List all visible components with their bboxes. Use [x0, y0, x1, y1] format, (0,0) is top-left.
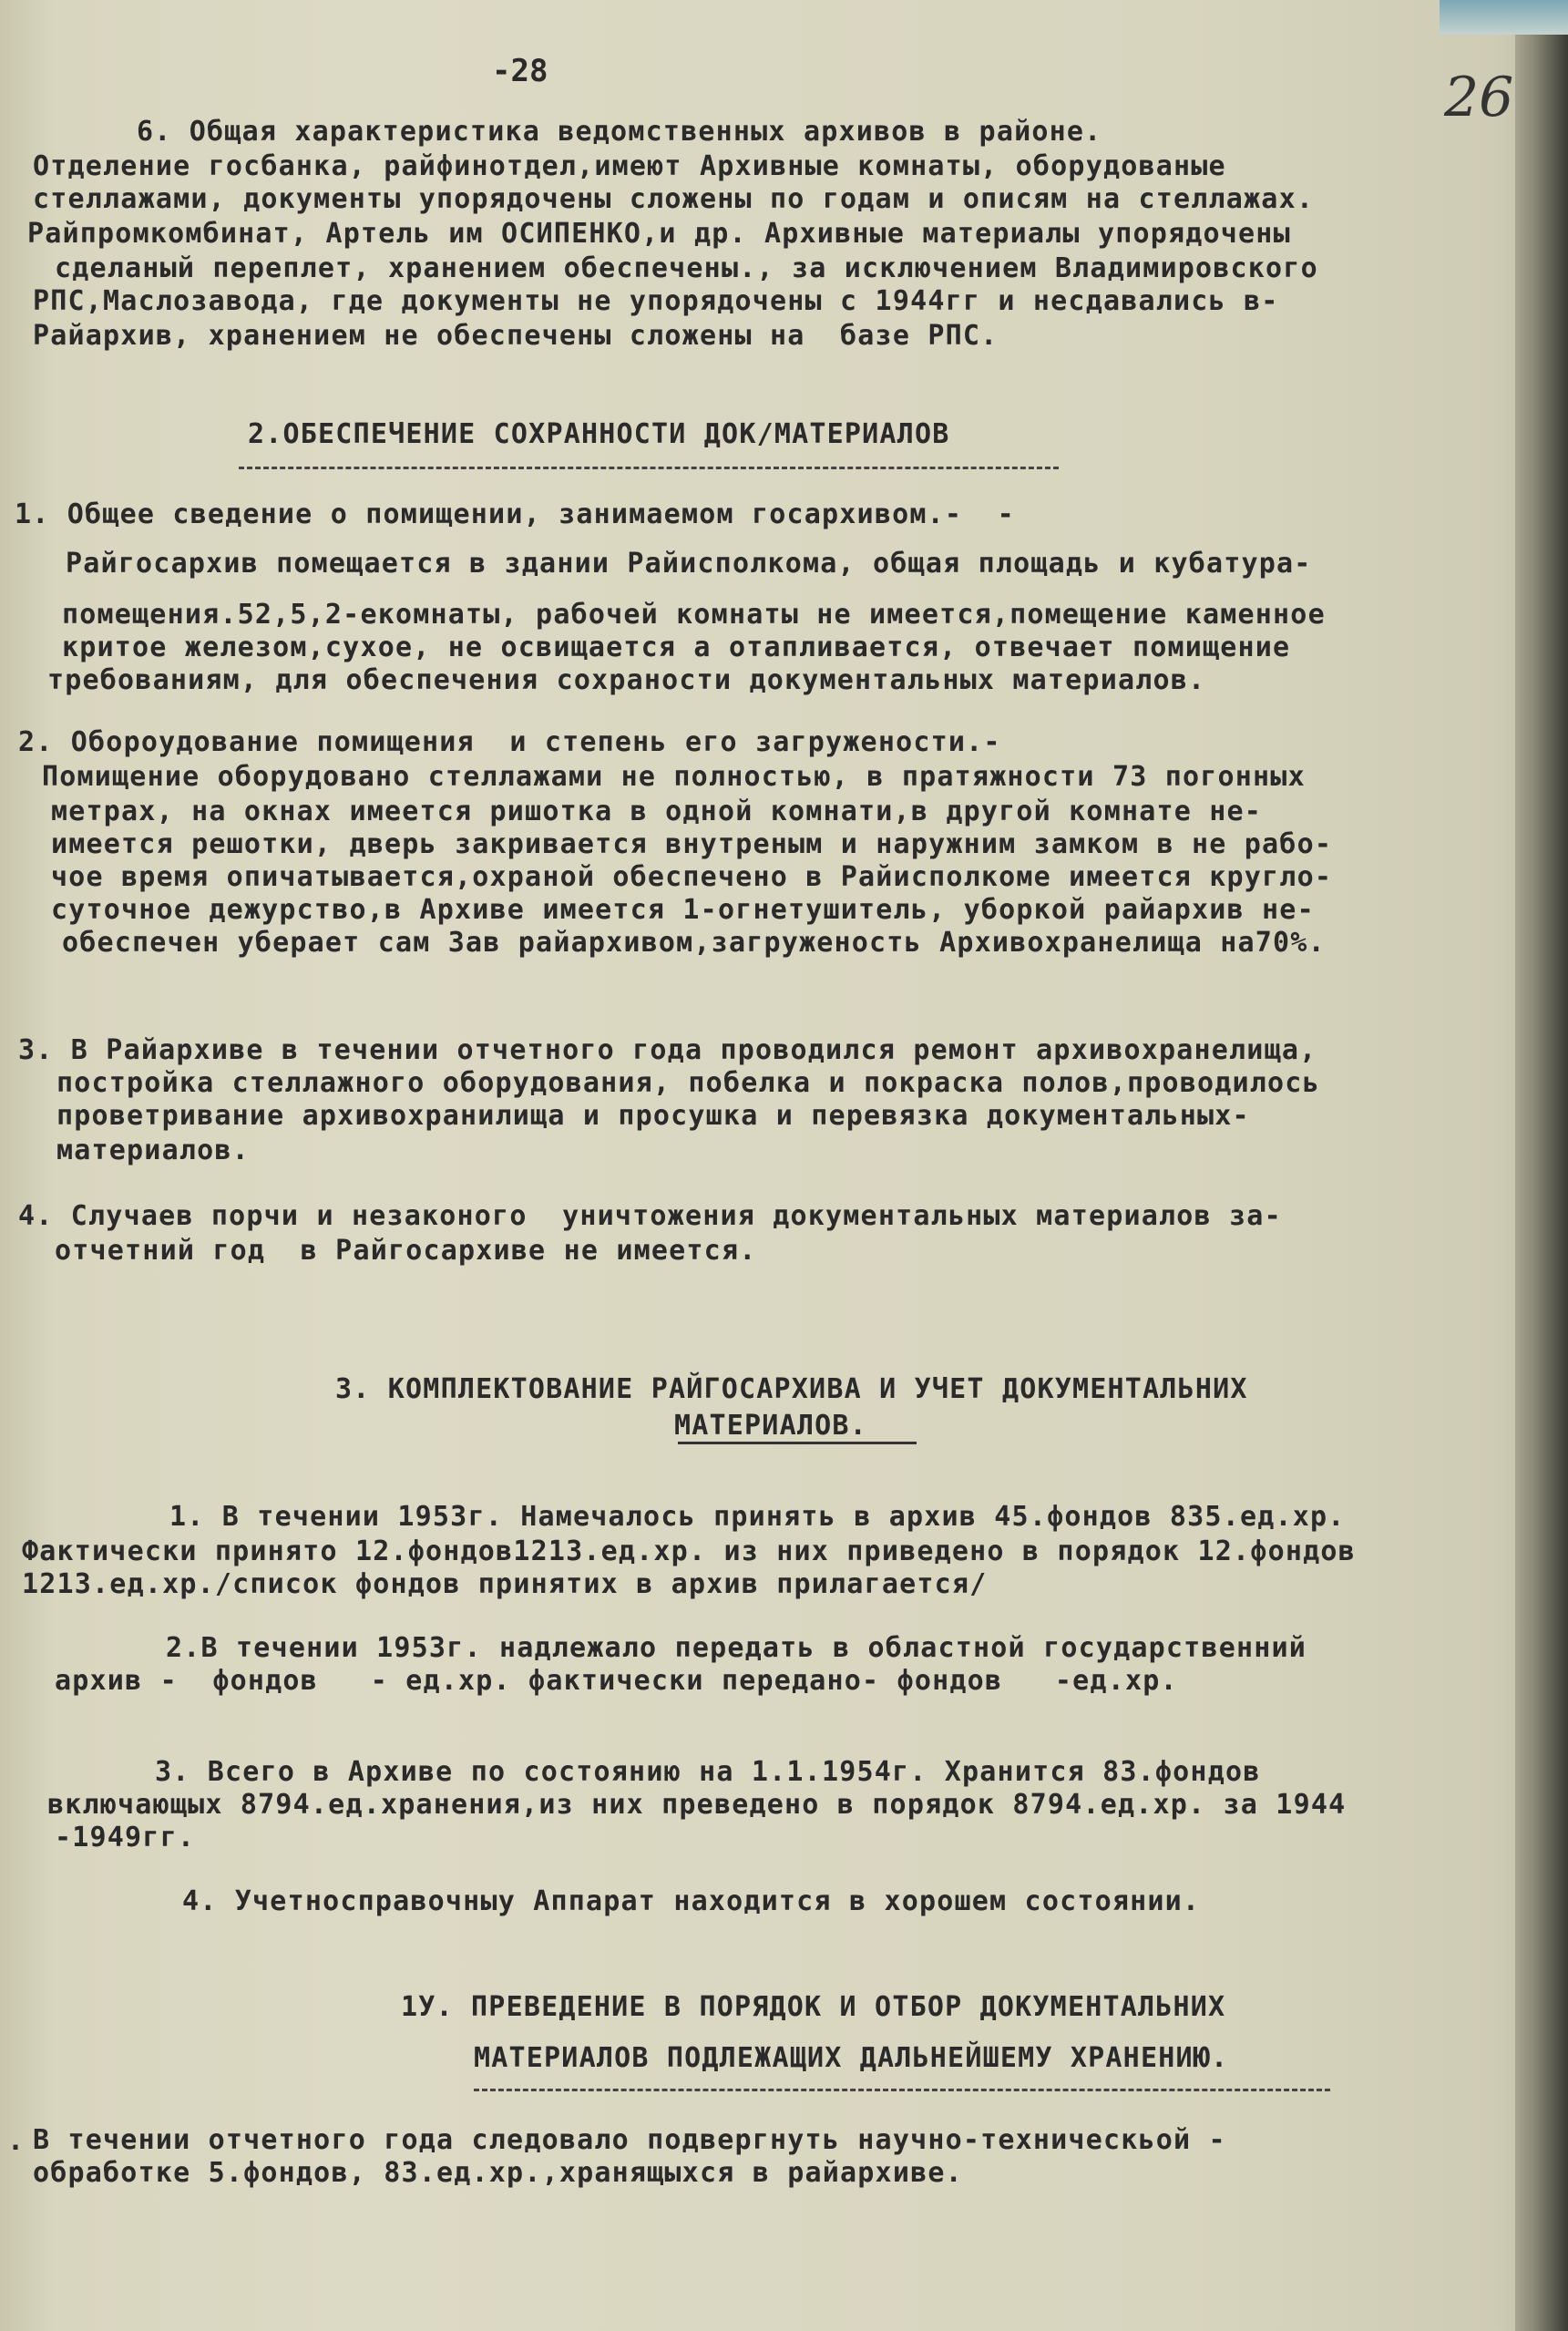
- section-heading: 2.ОБЕСПЕЧЕНИЕ СОХРАННОСТИ ДОК/МАТЕРИАЛОВ: [248, 418, 950, 450]
- section-heading: МАТЕРИАЛОВ.: [674, 1410, 867, 1442]
- text-line: 1. В течении 1953г. Намечалось принять в архив 45.фондов 835.ед.хр.: [169, 1501, 1346, 1533]
- heading-underline: [474, 2089, 1330, 2091]
- text-line: РПС,Маслозавода, где документы не упорядочены с 1944гг и несдавались в-: [33, 285, 1279, 317]
- page-edge-shadow: [1515, 0, 1568, 2331]
- heading-underline: [678, 1442, 917, 1444]
- text-line: включающых 8794.ед.хранения,из них преведено в порядок 8794.ед.хр. за 1944: [47, 1789, 1347, 1821]
- text-line: суточное дежурство,в Архиве имеется 1-огнетушитель, уборкой райархив не-: [51, 894, 1315, 926]
- folder-edge: [1440, 0, 1568, 35]
- text-line: сделаный переплет, хранением обеспечены., за исключением Владимировского: [55, 252, 1318, 284]
- text-line: Помищение оборудовано стеллажами не полностью, в пратяжности 73 погонных: [42, 761, 1306, 793]
- text-line: архив - фондов - ед.хр. фактически передано- фондов -ед.хр.: [55, 1665, 1178, 1697]
- text-line: Райархив, хранением не обеспечены сложены на базе РПС.: [33, 320, 999, 352]
- text-line: Райгосархив помещается в здании Райисполкома, общая площадь и кубатура-: [66, 548, 1312, 580]
- section-heading: 3. КОМПЛЕКТОВАНИЕ РАЙГОСАРХИВА И УЧЕТ ДОКУМЕНТАЛЬНИХ: [335, 1373, 1248, 1405]
- text-line: обработке 5.фондов, 83.ед.хр.,хранящыхся в райархиве.: [33, 2157, 963, 2189]
- text-line: помещения.52,5,2-екомнаты, рабочей комнаты не имеется,помещение каменное: [62, 599, 1326, 631]
- text-line: постройка стеллажного оборудования, побелка и покраска полов,проводилось: [56, 1067, 1320, 1099]
- text-line: 1. Общее сведение о помищении, занимаемом госархивом.- -: [15, 498, 1015, 530]
- text-line: требованиям, для обеспечения сохраности документальных материалов.: [47, 664, 1206, 696]
- handwritten-folio-number: 26: [1444, 66, 1514, 129]
- text-line: метрах, на окнах имеется ришотка в одной комнати,в другой комнате не-: [51, 796, 1263, 827]
- text-line: 2. Обороудование помищения и степень его загружености.-: [18, 726, 1001, 758]
- text-line: проветривание архивохранилища и просушка и перевязка документальных-: [56, 1100, 1250, 1132]
- text-line: Райпромкомбинат, Артель им ОСИПЕНКО,и др. Архивные материалы упорядочены: [27, 218, 1291, 250]
- text-line: 2.В течении 1953г. надлежало передать в областной государственний: [166, 1632, 1307, 1664]
- text-line: 6. Общая характеристика ведомственных архивов в районе.: [137, 116, 1102, 148]
- text-line: отчетний год в Райгосархиве не имеется.: [55, 1235, 757, 1267]
- bullet-mark: ·: [7, 2132, 25, 2164]
- text-line: чое время опичатывается,охраной обеспечено в Райисполкоме имеется кругло-: [51, 861, 1333, 893]
- section-heading: МАТЕРИАЛОВ ПОДЛЕЖАЩИХ ДАЛЬНЕЙШЕМУ ХРАНЕНИЮ.: [474, 2042, 1229, 2074]
- text-line: обеспечен уберает сам Зав райархивом,загруженость Архивохранелища на70%.: [62, 927, 1326, 959]
- text-line: критое железом,сухое, не освищается а отапливается, отвечает помищение: [62, 632, 1291, 663]
- text-line: Фактически принято 12.фондов1213.ед.хр. из них приведено в порядок 12.фондов: [22, 1535, 1356, 1567]
- text-line: 3. В Райархиве в течении отчетного года проводился ремонт архивохранелища,: [18, 1034, 1317, 1066]
- text-line: -1949гг.: [55, 1822, 196, 1854]
- text-line: 4. Случаев порчи и незаконого уничтожения документальных материалов за-: [18, 1200, 1282, 1232]
- section-heading: 1У. ПРЕВЕДЕНИЕ В ПОРЯДОК И ОТБОР ДОКУМЕНТАЛЬНИХ: [401, 1991, 1226, 2023]
- text-line: стеллажами, документы упорядочены сложены по годам и описям на стеллажах.: [33, 183, 1315, 215]
- text-line: 1213.ед.хр./список фондов принятих в архив прилагается/: [22, 1568, 988, 1600]
- text-line: В течении отчетного года следовало подвергнуть научно-техническьой -: [33, 2124, 1226, 2156]
- text-line: имеется решотки, дверь закривается внутреным и наружним замком в не рабо-: [51, 828, 1333, 860]
- text-line: 3. Всего в Архиве по состоянию на 1.1.1954г. Хранится 83.фондов: [155, 1756, 1261, 1788]
- text-line: материалов.: [56, 1135, 250, 1166]
- text-line: 4. Учетносправочныу Аппарат находится в хорошем состоянии.: [182, 1885, 1201, 1917]
- heading-underline: [239, 467, 1059, 469]
- typed-page-number: -28: [492, 53, 548, 89]
- text-line: Отделение госбанка, райфинотдел,имеют Архивные комнаты, оборудованые: [33, 150, 1226, 182]
